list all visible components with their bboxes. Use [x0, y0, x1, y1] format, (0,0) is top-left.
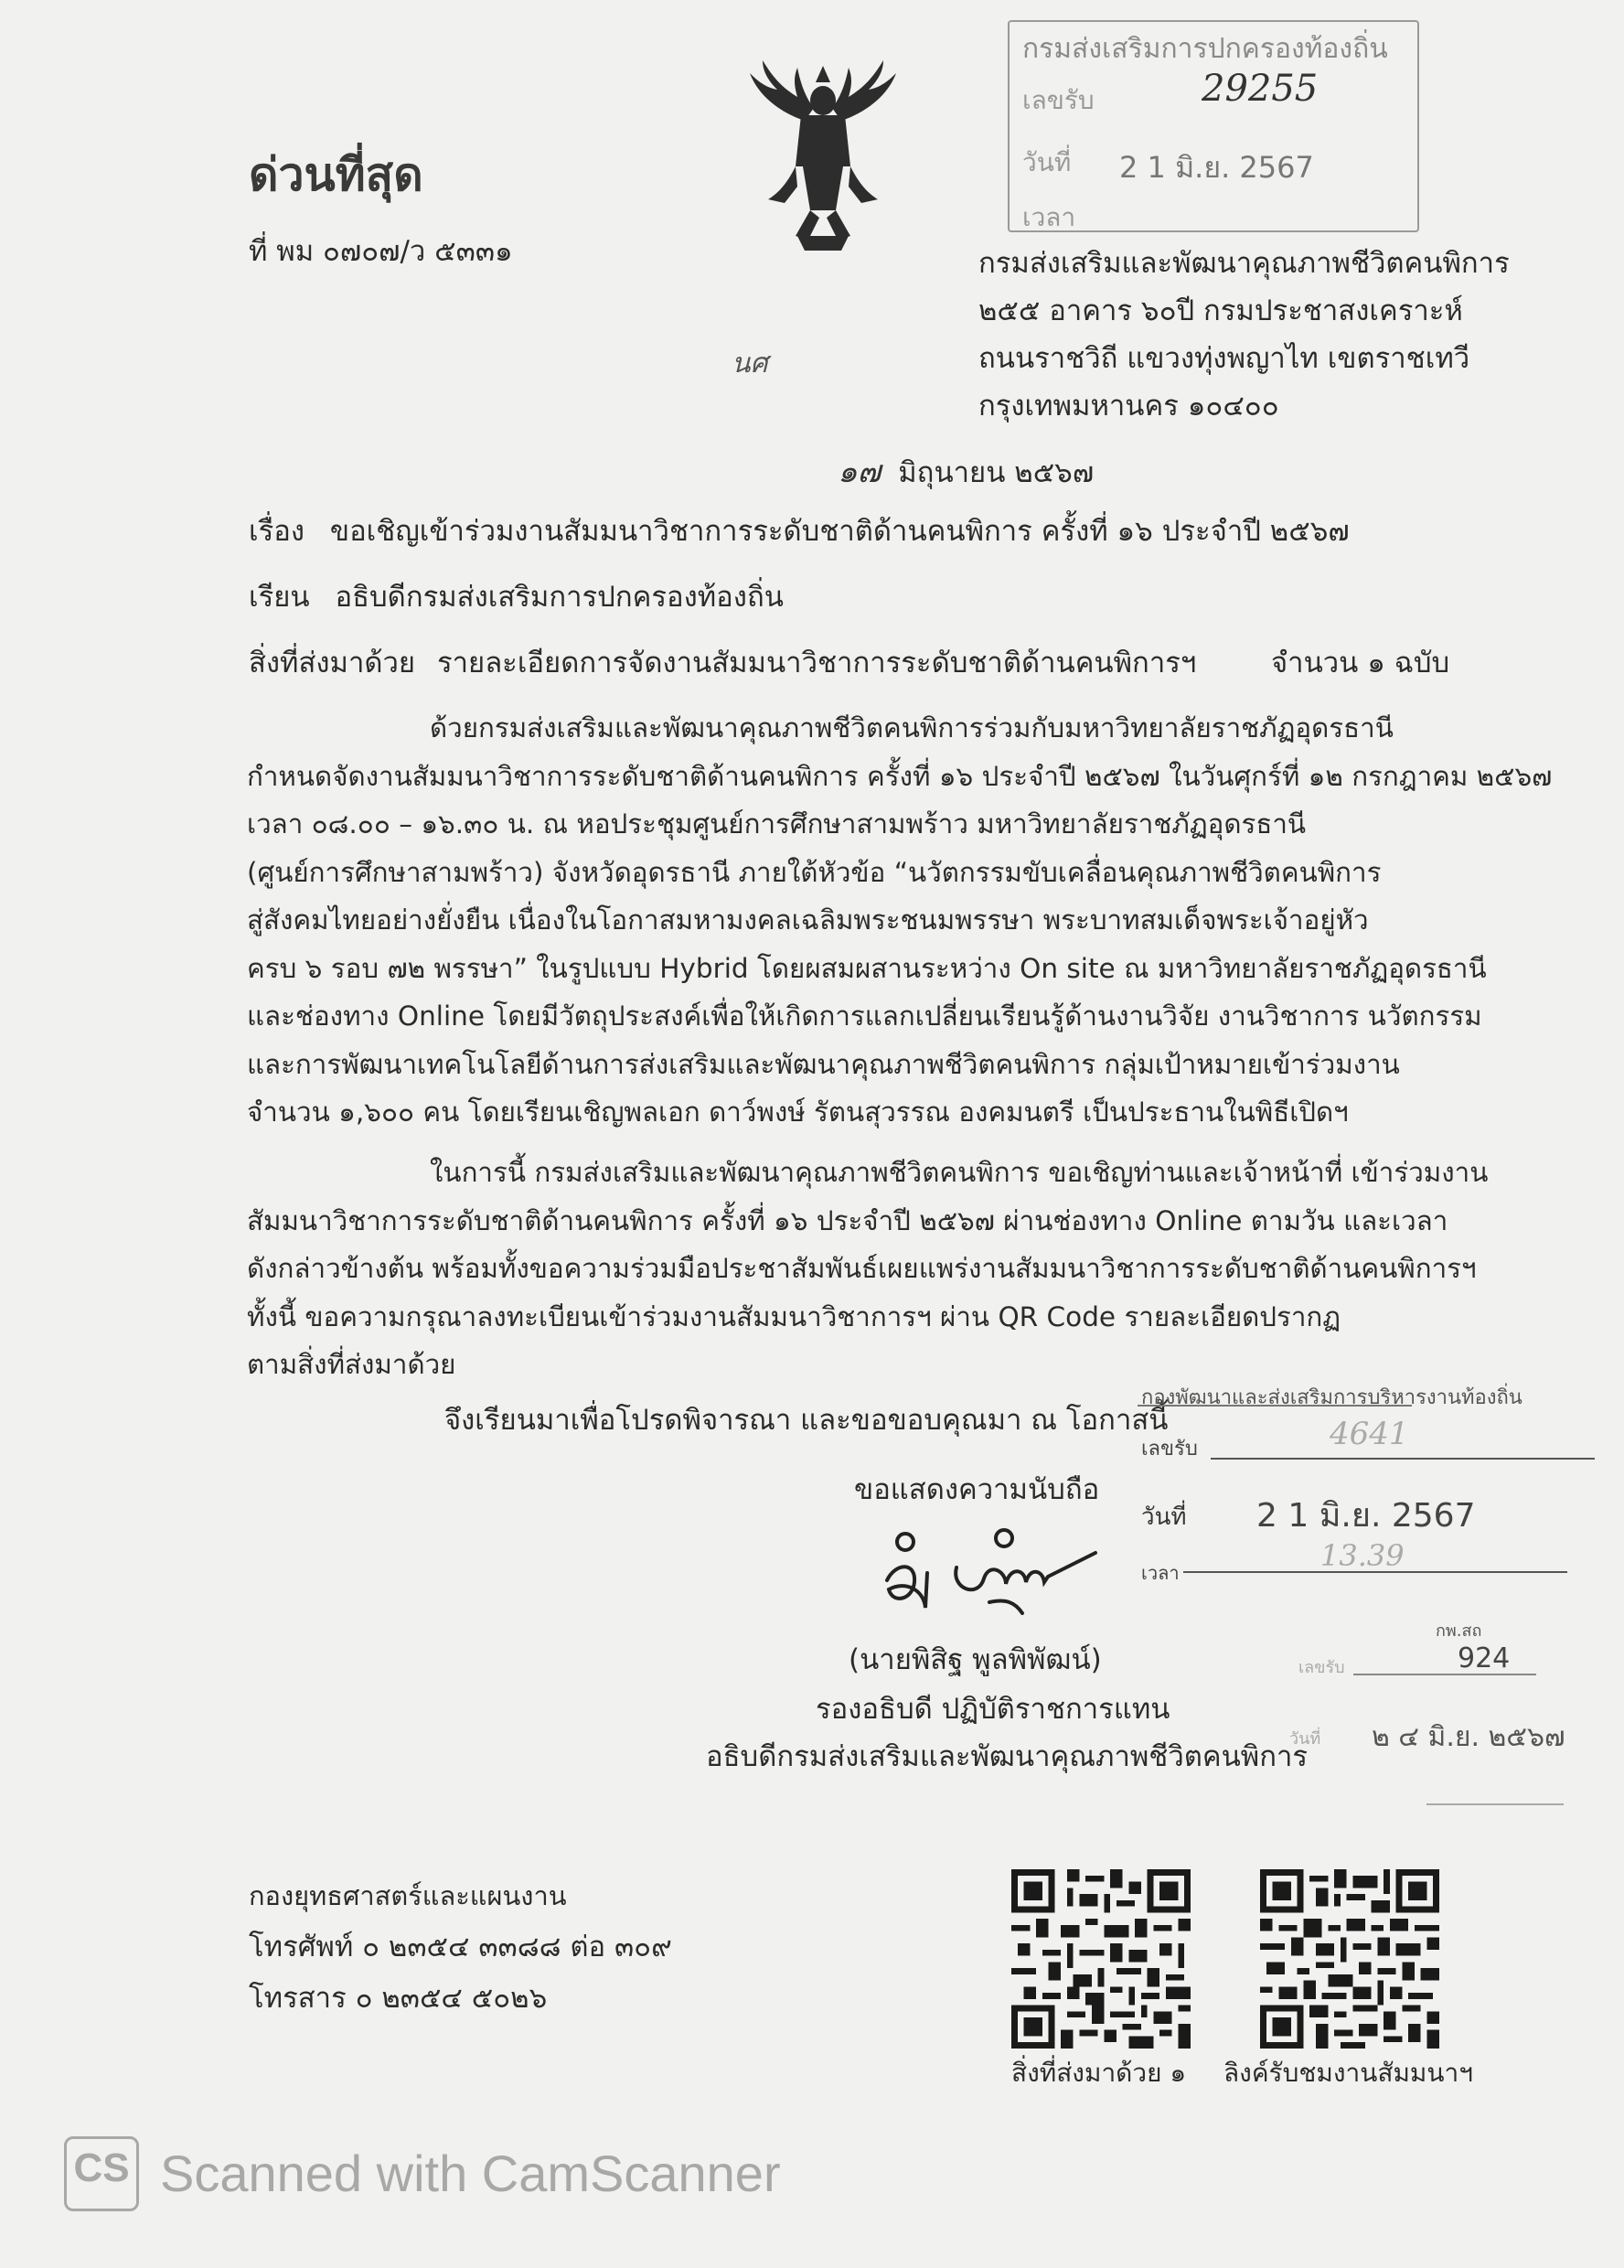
camscanner-logo-text: CS	[73, 2145, 130, 2190]
agency-line: กรุงเทพมหานคร ๑๐๔๐๐	[978, 390, 1279, 423]
body-paragraph-1	[247, 704, 1553, 1137]
paragraph-line: จำนวน ๑,๖๐๐ คน โดยเรียนเชิญพลเอก ดาว์พงษ์ รัตนสุวรรณ องคมนตรี เป็นประธานในพิธีเปิดฯ	[247, 1097, 1349, 1128]
agency-line: กรมส่งเสริมและพัฒนาคุณภาพชีวิตคนพิการ	[978, 247, 1510, 280]
subject-label: เรื่อง	[249, 515, 305, 548]
receive-stamp-low	[1262, 1617, 1609, 1800]
paragraph-line: ทั้งนี้ ขอความกรุณาลงทะเบียนเข้าร่วมงานสัมมนาวิชาการฯ ผ่าน QR Code รายละเอียดปรากฏ	[247, 1300, 1341, 1332]
contact-phone: โทรศัพท์ ๐ ๒๓๕๔ ๓๓๘๘ ต่อ ๓๐๙	[249, 1931, 672, 1963]
paragraph-line: สู่สังคมไทยอย่างยั่งยืน เนื่องในโอกาสมหามงคลเฉลิมพระชนมพรรษา พระบาทสมเด็จพระเจ้าอยู่หัว	[247, 904, 1369, 936]
stamp-date-value: 2 1 มิ.ย. 2567	[1119, 150, 1314, 185]
stamp-office-name: กองพัฒนาและส่งเสริมการบริหารงานท้องถิ่น	[1141, 1386, 1522, 1409]
paragraph-line: และช่องทาง Online โดยมีวัตถุประสงค์เพื่อให้เกิดการแลกเปลี่ยนเรียนรู้ด้านงานวิจัย งานวิชาการ นวัตกรรม	[247, 1000, 1482, 1032]
stamp-time-value: 13.39	[1320, 1538, 1405, 1573]
stamp-date-value: 2 1 มิ.ย. 2567	[1256, 1497, 1476, 1535]
date-day: ๑๗	[838, 454, 881, 490]
stamp-no-value: 29255	[1202, 68, 1319, 110]
signer-position: อธิบดีกรมส่งเสริมและพัฒนาคุณภาพชีวิตคนพิการ	[706, 1740, 1309, 1773]
paragraph-line: ดังกล่าวข้างต้น พร้อมทั้งขอความร่วมมือประชาสัมพันธ์เผยแพร่งานสัมมนาวิชาการระดับชาติด้านคนพิการฯ	[247, 1253, 1477, 1284]
enclosure-label: สิ่งที่ส่งมาด้วย	[249, 647, 416, 679]
stamp-office-name: กพ.สถ	[1436, 1621, 1482, 1641]
agency-line: ถนนราชวิถี แขวงทุ่งพญาไท เขตราชเทวี	[978, 342, 1470, 375]
camscanner-watermark: Scanned with CamScanner	[160, 2145, 781, 2202]
paragraph-line: ครบ ๖ รอบ ๗๒ พรรษา” ในรูปแบบ Hybrid โดยผสมผสานระหว่าง On site ณ มหาวิทยาลัยราชภัฏอุดรธานี	[247, 952, 1487, 984]
closing-regards: ขอแสดงความนับถือ	[854, 1473, 1100, 1506]
stamp-rule	[1211, 1458, 1595, 1460]
contact-fax: โทรสาร ๐ ๒๓๕๔ ๕๐๒๖	[249, 1982, 548, 2015]
stamp-office-name: กรมส่งเสริมการปกครองท้องถิ่น	[1022, 33, 1388, 65]
signer-position: รองอธิบดี ปฏิบัติราชการแทน	[816, 1693, 1170, 1726]
letter-date	[838, 446, 1094, 496]
addressee-label: เรียน	[249, 581, 310, 614]
paragraph-line: ในการนี้ กรมส่งเสริมและพัฒนาคุณภาพชีวิตคนพิการ ขอเชิญท่านและเจ้าหน้าที่ เข้าร่วมงาน	[430, 1157, 1489, 1188]
reference-number: ที่ พม ๐๗๐๗/ว ๕๓๓๑	[249, 235, 513, 268]
stamp-no-value: 4641	[1330, 1416, 1409, 1452]
agency-address	[978, 240, 1510, 430]
stamp-time-label: เวลา	[1022, 202, 1076, 232]
paragraph-line: เวลา ๐๘.๐๐ – ๑๖.๓๐ น. ณ หอประชุมศูนย์การศึกษาสามพร้าว มหาวิทยาลัยราชภัฏอุดรธานี	[247, 808, 1307, 840]
garuda-emblem-icon	[741, 57, 905, 258]
paragraph-line: (ศูนย์การศึกษาสามพร้าว) จังหวัดอุดรธานี ภายใต้หัวข้อ “นวัตกรรมขับเคลื่อนคุณภาพชีวิตคนพิการ	[247, 856, 1382, 888]
closing-line: จึงเรียนมาเพื่อโปรดพิจารณา และขอขอบคุณมา ณ โอกาสนี้	[444, 1404, 1169, 1437]
stamp-no-value: 924	[1458, 1642, 1511, 1674]
paragraph-line: และการพัฒนาเทคโนโลยีด้านการส่งเสริมและพัฒนาคุณภาพชีวิตคนพิการ กลุ่มเป้าหมายเข้าร่วมงาน	[247, 1048, 1400, 1080]
enclosure-line	[249, 647, 1196, 679]
subject-line	[249, 516, 1350, 547]
qr-caption: สิ่งที่ส่งมาด้วย ๑	[1011, 2058, 1187, 2088]
date-month-year: มิถุนายน ๒๕๖๗	[898, 456, 1095, 489]
stamp-date-label: วันที่	[1141, 1503, 1187, 1531]
paragraph-line: ด้วยกรมส่งเสริมและพัฒนาคุณภาพชีวิตคนพิการร่วมกับมหาวิทยาลัยราชภัฏอุดรธานี	[430, 712, 1394, 744]
enclosure-quantity: จำนวน ๑ ฉบับ	[1271, 647, 1450, 679]
receive-stamp-mid	[1138, 1381, 1595, 1582]
paragraph-line: ตามสิ่งที่ส่งมาด้วย	[247, 1349, 456, 1380]
stamp-no-label: เลขรับ	[1298, 1658, 1345, 1677]
stamp-no-label: เลขรับ	[1022, 85, 1095, 115]
camscanner-logo-icon	[64, 2136, 137, 2209]
stamp-rule	[1426, 1803, 1564, 1805]
qr-caption: ลิงค์รับชมงานสัมมนาฯ	[1223, 2058, 1473, 2088]
signature-icon	[869, 1525, 1106, 1626]
paragraph-line: กำหนดจัดงานสัมมนาวิชาการระดับชาติด้านคนพิการ ครั้งที่ ๑๖ ประจำปี ๒๕๖๗ ในวันศุกร์ที่ ๑๒ กรกฎาคม ๒๕๖๗	[247, 760, 1553, 792]
stamp-rule	[1138, 1405, 1412, 1407]
stamp-date-value: ๒ ๔ มิ.ย. ๒๕๖๗	[1372, 1721, 1565, 1753]
addressee-text: อธิบดีกรมส่งเสริมการปกครองท้องถิ่น	[335, 581, 784, 614]
receive-stamp-top	[1008, 20, 1419, 232]
enclosure-text: รายละเอียดการจัดงานสัมมนาวิชาการระดับชาติด้านคนพิการฯ	[436, 647, 1197, 679]
subject-text: ขอเชิญเข้าร่วมงานสัมมนาวิชาการระดับชาติด้านคนพิการ ครั้งที่ ๑๖ ประจำปี ๒๕๖๗	[329, 515, 1350, 548]
stamp-no-label: เลขรับ	[1141, 1438, 1198, 1460]
stamp-date-label: วันที่	[1022, 147, 1072, 177]
body-paragraph-2	[247, 1149, 1489, 1389]
qr-code-stream-link-icon[interactable]	[1260, 1869, 1439, 2049]
stamp-rule	[1183, 1571, 1567, 1573]
urgency-heading: ด่วนที่สุด	[249, 148, 423, 201]
stamp-date-label: วันที่	[1289, 1729, 1321, 1749]
stamp-time-label: เวลา	[1141, 1562, 1180, 1584]
signer-name: (นายพิสิฐ พูลพิพัฒน์)	[849, 1643, 1102, 1676]
agency-line: ๒๕๕ อาคาร ๖๐ปี กรมประชาสงเคราะห์	[978, 294, 1463, 327]
paragraph-line: สัมมนาวิชาการระดับชาติด้านคนพิการ ครั้งที่ ๑๖ ประจำปี ๒๕๖๗ ผ่านช่องทาง Online ตามวัน และเวลา	[247, 1204, 1448, 1236]
stamp-rule	[1353, 1674, 1536, 1675]
addressee-line	[249, 582, 784, 613]
qr-code-enclosure-icon[interactable]	[1011, 1869, 1191, 2049]
contact-division: กองยุทธศาสตร์และแผนงาน	[249, 1880, 567, 1911]
margin-note: นศ	[732, 348, 768, 380]
